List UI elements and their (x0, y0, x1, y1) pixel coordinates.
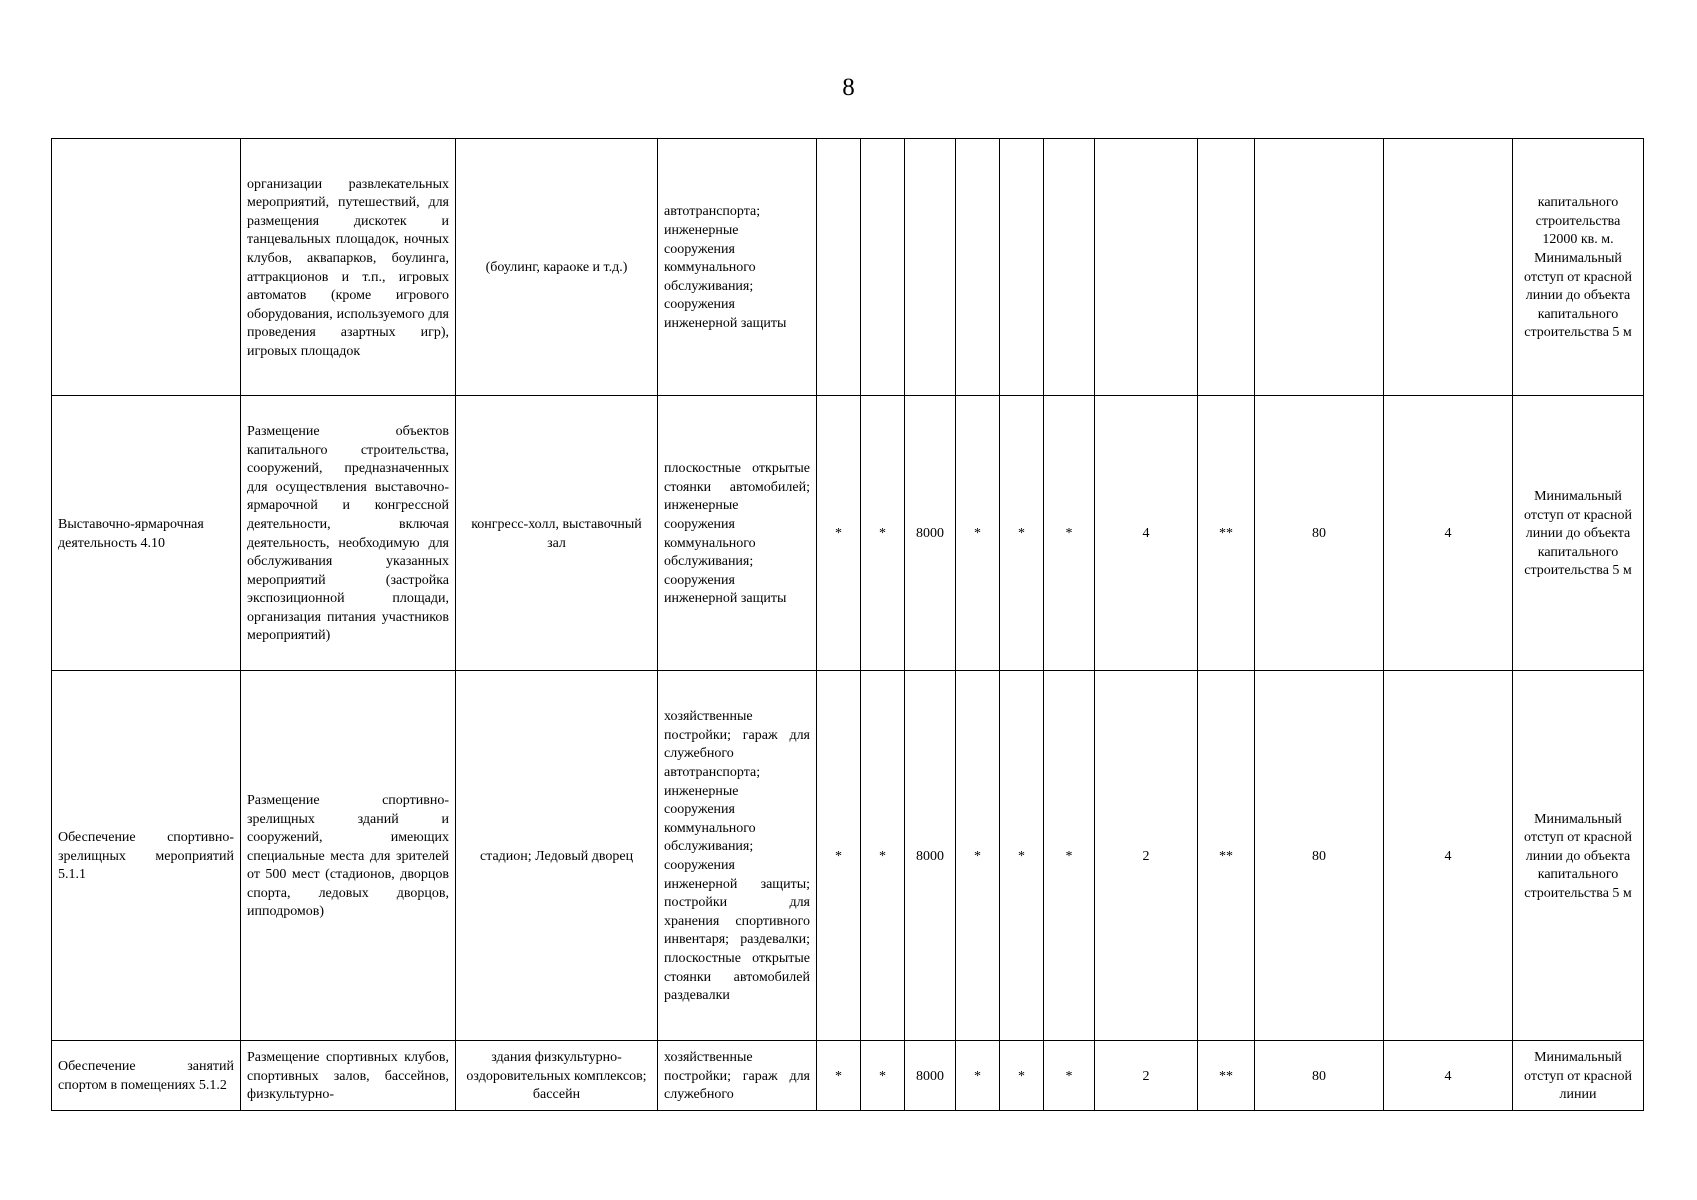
param-cell: ** (1198, 396, 1255, 671)
param-cell: 8000 (905, 1041, 956, 1111)
param-cell: * (817, 1041, 861, 1111)
notes-cell: капитального строительства 12000 кв. м. Минимальный отступ от красной линии до объекта капитального строительства 5 м (1513, 139, 1644, 396)
use-type-cell (52, 139, 241, 396)
auxiliary-objects-cell: хозяйственные постройки; гараж для служебного (658, 1041, 817, 1111)
param-cell: * (1044, 396, 1095, 671)
param-cell: 80 (1255, 396, 1384, 671)
use-type-cell: Выставочно-ярмарочная деятельность 4.10 (52, 396, 241, 671)
param-cell (1000, 139, 1044, 396)
param-cell: 4 (1384, 396, 1513, 671)
main-objects-cell: здания физкультурно-оздоровительных комплексов; бассейн (456, 1041, 658, 1111)
notes-cell: Минимальный отступ от красной линии (1513, 1041, 1644, 1111)
param-cell: 8000 (905, 671, 956, 1041)
param-cell: 2 (1095, 1041, 1198, 1111)
param-cell (1198, 139, 1255, 396)
param-cell: * (1000, 671, 1044, 1041)
param-cell: * (956, 1041, 1000, 1111)
param-cell: 80 (1255, 671, 1384, 1041)
param-cell: * (817, 396, 861, 671)
param-cell (1255, 139, 1384, 396)
notes-cell: Минимальный отступ от красной линии до объекта капитального строительства 5 м (1513, 396, 1644, 671)
use-type-cell: Обеспечение занятий спортом в помещениях 5.1.2 (52, 1041, 241, 1111)
param-cell (1044, 139, 1095, 396)
page-number: 8 (842, 74, 855, 101)
param-cell (956, 139, 1000, 396)
param-cell: ** (1198, 671, 1255, 1041)
land-use-regulations-table (51, 138, 1644, 1111)
param-cell (1384, 139, 1513, 396)
table-row (52, 1041, 1644, 1111)
description-cell: организации развлекательных мероприятий, путешествий, для размещения дискотек и танцевальных площадок, ночных клубов, аквапарков, боулинга, аттракционов и т.п., игровых автоматов (кроме игрового оборудования, используемого для проведения азартных игр), игровых площадок (241, 139, 456, 396)
param-cell: * (1000, 396, 1044, 671)
description-cell: Размещение объектов капитального строительства, сооружений, предназначенных для осуществления выставочно-ярмарочной и конгрессной деятельности, включая деятельность, необходимую для обслуживания указанных мероприятий (застройка экспозиционной площади, организация питания участников мероприятий) (241, 396, 456, 671)
param-cell (817, 139, 861, 396)
param-cell: 4 (1384, 1041, 1513, 1111)
param-cell: ** (1198, 1041, 1255, 1111)
param-cell: 8000 (905, 396, 956, 671)
auxiliary-objects-cell: хозяйственные постройки; гараж для служебного автотранспорта; инженерные сооружения коммунального обслуживания; сооружения инженерной защиты; постройки для хранения спортивного инвентаря; раздевалки; плоскостные открытые стоянки автомобилей раздевалки (658, 671, 817, 1041)
param-cell: * (956, 671, 1000, 1041)
param-cell: * (861, 671, 905, 1041)
param-cell: * (1044, 1041, 1095, 1111)
notes-cell: Минимальный отступ от красной линии до объекта капитального строительства 5 м (1513, 671, 1644, 1041)
param-cell: 4 (1095, 396, 1198, 671)
param-cell: 2 (1095, 671, 1198, 1041)
param-cell: 80 (1255, 1041, 1384, 1111)
param-cell: * (817, 671, 861, 1041)
param-cell: 4 (1384, 671, 1513, 1041)
use-type-cell: Обеспечение спортивно-зрелищных мероприятий 5.1.1 (52, 671, 241, 1041)
param-cell (1095, 139, 1198, 396)
auxiliary-objects-cell: плоскостные открытые стоянки автомобилей; инженерные сооружения коммунального обслуживания; сооружения инженерной защиты (658, 396, 817, 671)
param-cell: * (861, 396, 905, 671)
description-cell: Размещение спортивно-зрелищных зданий и сооружений, имеющих специальные места для зрителей от 500 мест (стадионов, дворцов спорта, ледовых дворцов, ипподромов) (241, 671, 456, 1041)
description-cell: Размещение спортивных клубов, спортивных залов, бассейнов, физкультурно- (241, 1041, 456, 1111)
main-objects-cell: конгресс-холл, выставочный зал (456, 396, 658, 671)
param-cell: * (861, 1041, 905, 1111)
param-cell: * (1044, 671, 1095, 1041)
main-objects-cell: (боулинг, караоке и т.д.) (456, 139, 658, 396)
table-row (52, 139, 1644, 396)
main-objects-cell: стадион; Ледовый дворец (456, 671, 658, 1041)
param-cell: * (956, 396, 1000, 671)
param-cell (861, 139, 905, 396)
auxiliary-objects-cell: автотранспорта; инженерные сооружения коммунального обслуживания; сооружения инженерной защиты (658, 139, 817, 396)
table-row (52, 671, 1644, 1041)
param-cell (905, 139, 956, 396)
param-cell: * (1000, 1041, 1044, 1111)
table-row (52, 396, 1644, 671)
